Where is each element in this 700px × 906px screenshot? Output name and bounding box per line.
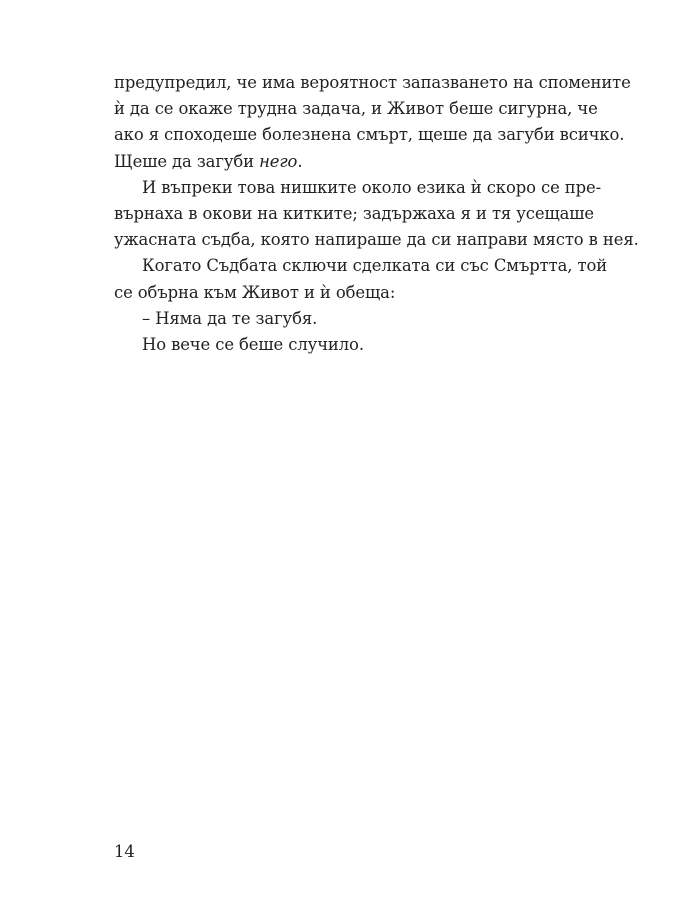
- text-line: ужасната съдба, която напираше да си направи място в нея.: [114, 230, 639, 250]
- page-number: 14: [114, 842, 135, 861]
- text-line: върнаха в окови на китките; задържаха я и тя усещаше: [114, 204, 595, 224]
- text-line: – Няма да те загубя.: [142, 308, 318, 328]
- text-line: [114, 149, 588, 175]
- text-line: се обърна към Живот и ѝ обеща:: [114, 282, 396, 302]
- emphasized-word: него: [259, 151, 298, 171]
- text-line: И въпреки това нишките около езика ѝ скоро се пре-: [142, 177, 602, 197]
- text-line: предупредил, че има вероятност запазването на спомените: [114, 73, 631, 92]
- text-line: ако я споходеше болезнена смърт, щеше да загуби всичко.: [114, 125, 625, 145]
- text-line: Когато Съдбата сключи сделката си със Смъртта, той: [142, 256, 608, 276]
- text-run: Щеше да загуби: [114, 151, 260, 171]
- body-text: [114, 70, 639, 358]
- text-line: Но вече се беше случило.: [142, 335, 364, 355]
- text-run: .: [297, 151, 303, 171]
- text-line: ѝ да се окаже трудна задача, и Живот беше сигурна, че: [114, 99, 598, 119]
